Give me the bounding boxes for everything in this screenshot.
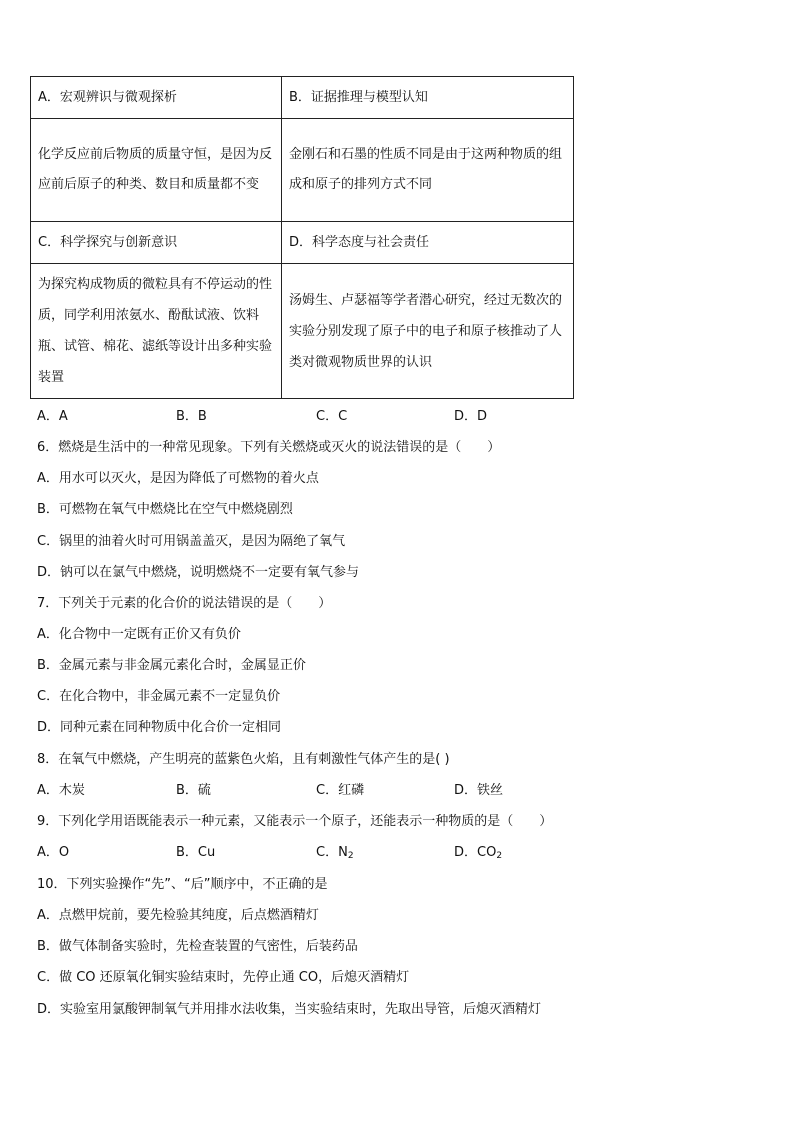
q6-option-b[interactable]: B．可燃物在氧气中燃烧比在空气中燃烧剧烈 — [37, 502, 293, 517]
table-cell-a-header: A．宏观辨识与微观探析 — [31, 77, 282, 119]
q9-option-c[interactable] — [316, 843, 354, 863]
q10-option-b[interactable]: B．做气体制备实验时，先检查装置的气密性，后装药品 — [37, 939, 358, 954]
q5-option-a[interactable]: A．A — [37, 409, 68, 424]
q9-option-d-text: D．CO — [454, 845, 497, 860]
q5-option-d[interactable]: D．D — [454, 409, 488, 424]
q8-option-a[interactable]: A．木炭 — [37, 783, 85, 798]
table-cell-b-header: B．证据推理与模型认知 — [282, 77, 574, 119]
table-cell-c-body: 为探究构成物质的微粒具有不停运动的性质，同学利用浓氨水、酚酞试液、饮料瓶、试管、棉花、滤纸等设计出多种实验装置 — [31, 264, 282, 399]
q6-option-d[interactable]: D．钠可以在氯气中燃烧，说明燃烧不一定要有氧气参与 — [37, 565, 360, 580]
q9-option-d[interactable] — [454, 843, 502, 863]
q6-option-c[interactable]: C．锅里的油着火时可用锅盖盖灭，是因为隔绝了氧气 — [37, 534, 346, 549]
q9-option-d-sub: 2 — [496, 851, 503, 861]
q9-option-a[interactable] — [37, 843, 69, 863]
q10-option-c[interactable]: C．做 CO 还原氧化铜实验结束时，先停止通 CO，后熄灭酒精灯 — [37, 970, 410, 985]
q7-option-b[interactable]: B．金属元素与非金属元素化合时，金属显正价 — [37, 658, 306, 673]
q8-stem: 8．在氧气中燃烧，产生明亮的蓝紫色火焰，且有刺激性气体产生的是( ) — [37, 752, 450, 767]
q7-option-c[interactable]: C．在化合物中，非金属元素不一定显负价 — [37, 689, 281, 704]
q8-option-b[interactable]: B．硫 — [176, 783, 211, 798]
table-cell-b-body: 金刚石和石墨的性质不同是由于这两种物质的组成和原子的排列方式不同 — [282, 119, 574, 222]
q10-option-a[interactable]: A．点燃甲烷前，要先检验其纯度，后点燃酒精灯 — [37, 908, 319, 923]
q7-stem: 7．下列关于元素的化合价的说法错误的是（ ） — [37, 596, 332, 611]
q7-option-a[interactable]: A．化合物中一定既有正价又有负价 — [37, 627, 241, 642]
table-cell-a-body: 化学反应前后物质的质量守恒，是因为反应前后原子的种类、数目和质量都不变 — [31, 119, 282, 222]
q9-option-a-text: A．O — [37, 845, 70, 860]
q7-option-d[interactable]: D．同种元素在同种物质中化合价一定相同 — [37, 720, 282, 735]
q10-stem: 10．下列实验操作“先”、“后”顺序中，不正确的是 — [37, 877, 328, 892]
literacy-table — [30, 76, 574, 399]
table-cell-c-header: C．科学探究与创新意识 — [31, 222, 282, 264]
table-cell-d-header: D．科学态度与社会责任 — [282, 222, 574, 264]
q5-option-b[interactable]: B．B — [176, 409, 207, 424]
q9-option-c-sub: 2 — [347, 851, 354, 861]
q9-option-c-text: C．N — [316, 845, 348, 860]
q5-option-c[interactable]: C．C — [316, 409, 348, 424]
q8-option-c[interactable]: C．红磷 — [316, 783, 365, 798]
table-cell-d-body: 汤姆生、卢瑟福等学者潜心研究，经过无数次的实验分别发现了原子中的电子和原子核推动了人类对微观物质世界的认识 — [282, 264, 574, 399]
q9-option-b[interactable] — [176, 843, 215, 863]
q10-option-d[interactable]: D．实验室用氯酸钾制氧气并用排水法收集，当实验结束时，先取出导管，后熄灭酒精灯 — [37, 1002, 542, 1017]
q8-option-d[interactable]: D．铁丝 — [454, 783, 504, 798]
q6-stem: 6．燃烧是生活中的一种常见现象。下列有关燃烧或灭火的说法错误的是（ ） — [37, 440, 501, 455]
q6-option-a[interactable]: A．用水可以灭火，是因为降低了可燃物的着火点 — [37, 471, 319, 486]
q9-stem: 9．下列化学用语既能表示一种元素，又能表示一个原子，还能表示一种物质的是（ ） — [37, 814, 553, 829]
q9-option-b-text: B．Cu — [176, 845, 216, 860]
